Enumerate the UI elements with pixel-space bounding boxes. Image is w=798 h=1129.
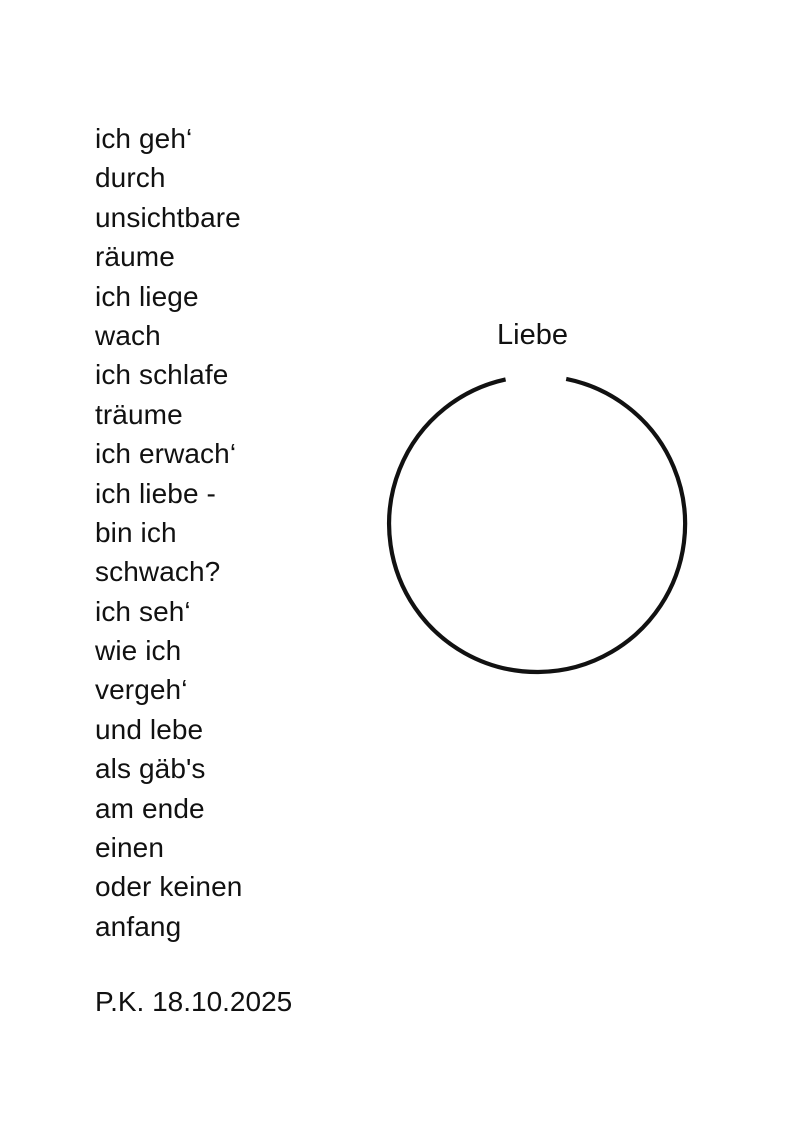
poem-line: unsichtbare [95,201,241,233]
poem-line: ich erwach‘ [95,438,237,470]
poem-text [95,119,242,946]
circle-label: Liebe [497,319,568,351]
poem-line: schwach? [95,556,221,588]
poem-line: durch [95,162,166,194]
poem-line: und lebe [95,713,204,745]
poem-line: ich geh‘ [95,123,193,154]
poem-line: als gäb's [95,753,206,785]
poem-line: wie ich [95,635,182,667]
poem-line: vergeh‘ [95,674,188,706]
poem-line: bin ich [95,516,177,548]
poem-line: räume [95,241,175,273]
poem-line: am ende [95,792,205,824]
poem-line: oder keinen [95,871,243,903]
open-circle-stroke [389,379,685,672]
poem-line: wach [95,319,161,351]
author-signature-date: P.K. 18.10.2025 [95,986,293,1017]
open-circle-figure [370,355,710,695]
poem-line: einen [95,832,165,864]
poem-line: ich seh‘ [95,595,191,627]
poem-line: anfang [95,910,182,942]
poem-line: ich liege [95,280,199,312]
poem-line: ich liebe - [95,477,216,509]
poem-line: träume [95,398,183,430]
poem-line: ich schlafe [95,359,229,391]
